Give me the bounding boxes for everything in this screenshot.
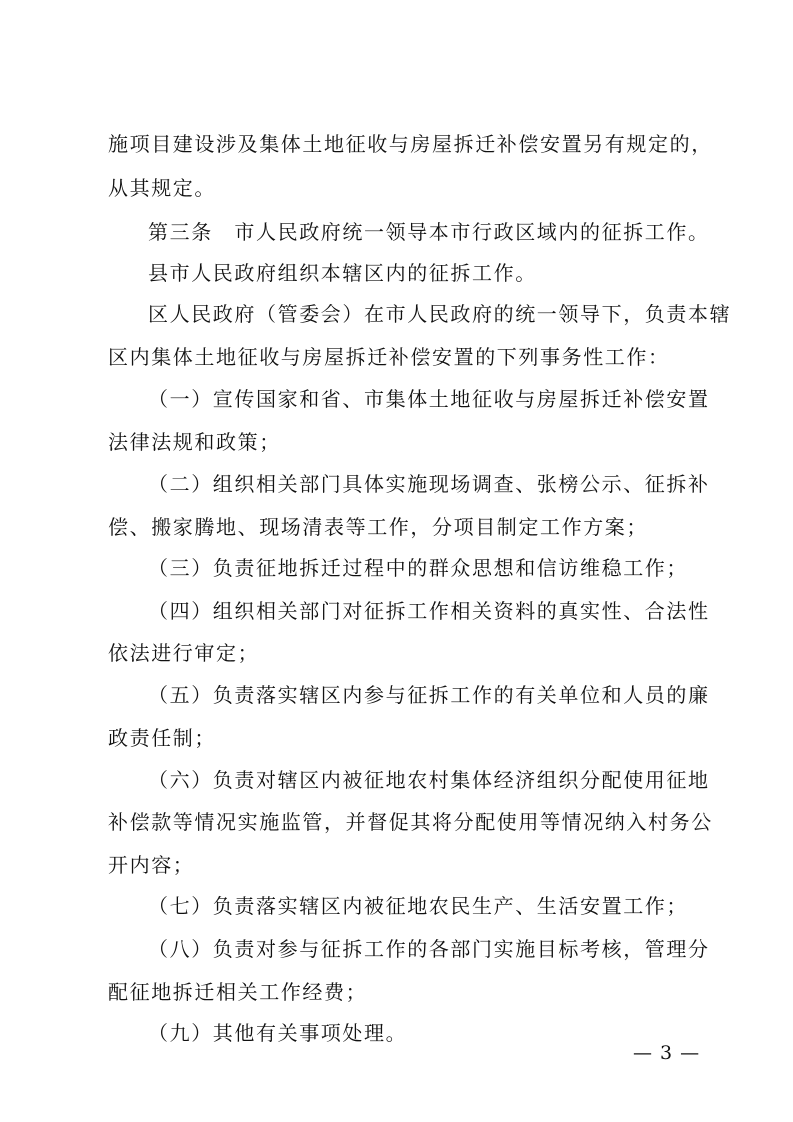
list-item-line: 偿、搬家腾地、现场清表等工作，分项目制定工作方案； xyxy=(108,515,648,539)
list-item-line: （五）负责落实辖区内参与征拆工作的有关单位和人员的廉 xyxy=(148,683,710,707)
list-item-line: 政责任制； xyxy=(108,726,216,750)
list-item-line: （六）负责对辖区内被征地农村集体经济组织分配使用征地 xyxy=(148,768,710,792)
paragraph-line: 区人民政府（管委会）在市人民政府的统一领导下，负责本辖 xyxy=(148,302,732,326)
list-item-line: （三）负责征地拆迁过程中的群众思想和信访维稳工作； xyxy=(148,556,688,580)
list-item-line: 补偿款等情况实施监管，并督促其将分配使用等情况纳入村务公 xyxy=(108,810,713,834)
page-number: — 3 — xyxy=(633,1042,701,1064)
list-item-line: （八）负责对参与征拆工作的各部门实施目标考核，管理分 xyxy=(148,937,710,961)
paragraph-line: 施项目建设涉及集体土地征收与房屋拆迁补偿安置另有规定的， xyxy=(108,132,713,156)
list-item-line: 配征地拆迁相关工作经费； xyxy=(108,980,368,1004)
paragraph-line: 县市人民政府组织本辖区内的征拆工作。 xyxy=(148,261,537,285)
list-item-line: （二）组织相关部门具体实施现场调查、张榜公示、征拆补 xyxy=(148,472,710,496)
list-item-line: 依法进行审定； xyxy=(108,641,260,665)
list-item-line: 法律法规和政策； xyxy=(108,430,281,454)
paragraph-line: 从其规定。 xyxy=(108,176,216,200)
list-item-line: 开内容； xyxy=(108,853,195,877)
list-item-line: （一）宣传国家和省、市集体土地征收与房屋拆迁补偿安置 xyxy=(148,387,710,411)
list-item-line: （九）其他有关事项处理。 xyxy=(148,1021,408,1045)
article-three-heading-line: 第三条 市人民政府统一领导本市行政区域内的征拆工作。 xyxy=(148,220,710,244)
list-item-line: （四）组织相关部门对征拆工作相关资料的真实性、合法性 xyxy=(148,599,710,623)
list-item-line: （七）负责落实辖区内被征地农民生产、生活安置工作； xyxy=(148,894,688,918)
paragraph-line: 区内集体土地征收与房屋拆迁补偿安置的下列事务性工作： xyxy=(108,345,670,369)
